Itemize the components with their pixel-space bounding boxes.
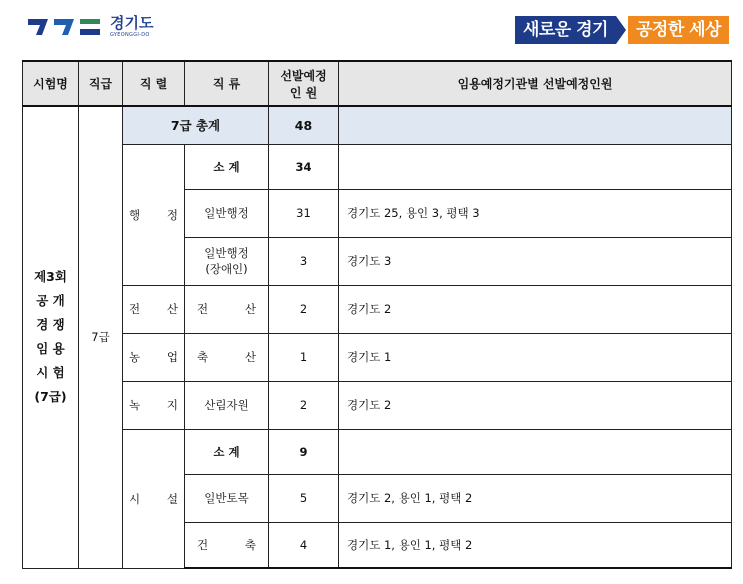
series-computer: 전 산	[123, 285, 185, 333]
total-count: 48	[269, 106, 339, 144]
gyeonggi-logo	[28, 12, 153, 42]
header-count: 선발예정 인 원	[269, 61, 339, 106]
count-cell: 31	[269, 189, 339, 237]
slogan-banner	[515, 16, 729, 44]
admin-subtotal-label: 소 계	[185, 144, 269, 189]
kind-cell: 축 산	[185, 333, 269, 381]
count-cell: 3	[269, 237, 339, 285]
table-row-total	[23, 106, 732, 144]
count-cell: 4	[269, 522, 339, 568]
table-row-green	[23, 381, 732, 429]
detail-cell: 경기도 1	[339, 333, 732, 381]
exam-name-cell: 제3회 공 개 경 쟁 임 용 시 험 (7급)	[23, 106, 79, 568]
kind-cell: 일반토목	[185, 474, 269, 522]
series-agri: 농 업	[123, 333, 185, 381]
table-row-admin-subtotal	[23, 144, 732, 189]
series-admin: 행 정	[123, 144, 185, 285]
header-exam: 시험명	[23, 61, 79, 106]
total-detail	[339, 106, 732, 144]
kind-cell: 산림자원	[185, 381, 269, 429]
header-grade: 직급	[79, 61, 123, 106]
count-cell: 2	[269, 285, 339, 333]
admin-subtotal-count: 34	[269, 144, 339, 189]
detail-cell: 경기도 2, 용인 1, 평택 2	[339, 474, 732, 522]
total-label: 7급 총계	[123, 106, 269, 144]
series-facility: 시 설	[123, 429, 185, 568]
kind-cell: 건 축	[185, 522, 269, 568]
detail-cell: 경기도 2	[339, 381, 732, 429]
count-cell: 2	[269, 381, 339, 429]
header-series: 직 렬	[123, 61, 185, 106]
facility-subtotal-label: 소 계	[185, 429, 269, 474]
logo-marks-icon	[28, 17, 102, 37]
detail-cell: 경기도 1, 용인 1, 평택 2	[339, 522, 732, 568]
table-row-facility-subtotal	[23, 429, 732, 474]
detail-cell: 경기도 2	[339, 285, 732, 333]
count-cell: 5	[269, 474, 339, 522]
grade-cell: 7급	[79, 106, 123, 568]
slogan-part-b: 공정한 세상	[628, 16, 729, 44]
table-row-agri	[23, 333, 732, 381]
header-kind: 직 류	[185, 61, 269, 106]
kind-cell: 전 산	[185, 285, 269, 333]
kind-cell: 일반행정 (장애인)	[185, 237, 269, 285]
slogan-arrow-icon	[616, 16, 626, 44]
facility-subtotal-count: 9	[269, 429, 339, 474]
admin-subtotal-detail	[339, 144, 732, 189]
header-institution: 임용예정기관별 선발예정인원	[339, 61, 732, 106]
logo-text: 경기도	[110, 14, 154, 32]
recruitment-table	[22, 60, 732, 569]
kind-cell: 일반행정	[185, 189, 269, 237]
logo-subtext: GYEONGGI-DO	[110, 32, 150, 38]
detail-cell: 경기도 25, 용인 3, 평택 3	[339, 189, 732, 237]
table-header-row	[23, 61, 732, 106]
table-row-computer	[23, 285, 732, 333]
page-header	[0, 0, 743, 58]
series-green: 녹 지	[123, 381, 185, 429]
facility-subtotal-detail	[339, 429, 732, 474]
slogan-part-a: 새로운 경기	[515, 16, 616, 44]
detail-cell: 경기도 3	[339, 237, 732, 285]
count-cell: 1	[269, 333, 339, 381]
